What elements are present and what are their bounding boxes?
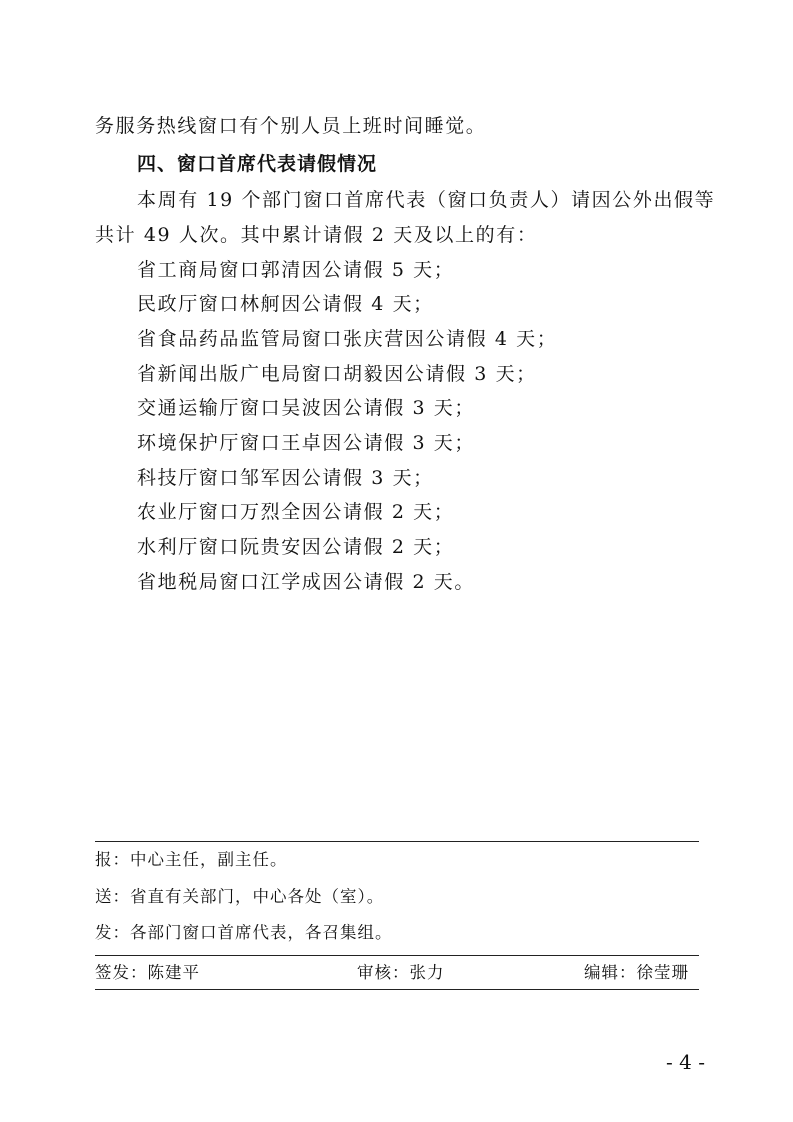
leave-list-item: 省地税局窗口江学成因公请假 2 天。	[137, 571, 475, 593]
leave-list-item: 科技厅窗口邹军因公请假 3 天；	[137, 467, 434, 489]
distribution-send-to: 送：省直有关部门，中心各处（室）。	[95, 887, 385, 906]
intro-paragraph-line-2: 共计 49 人次。其中累计请假 2 天及以上的有：	[95, 224, 538, 246]
signoff-top-rule	[95, 955, 699, 956]
leave-list-item: 农业厅窗口万烈全因公请假 2 天；	[137, 501, 455, 523]
leave-list-item: 民政厅窗口林舸因公请假 4 天；	[137, 293, 434, 315]
distribution-report-to: 报：中心主任，副主任。	[95, 850, 288, 869]
intro-paragraph-line-1: 本周有 19 个部门窗口首席代表（窗口负责人）请因公外出假等	[137, 189, 716, 211]
leave-list-item: 交通运输厅窗口吴波因公请假 3 天；	[137, 397, 475, 419]
leave-list-item: 省食品药品监管局窗口张庆营因公请假 4 天；	[137, 328, 558, 350]
distribution-issue-to: 发：各部门窗口首席代表，各召集组。	[95, 923, 393, 942]
distribution-top-rule	[95, 841, 699, 842]
leave-list-item: 省新闻出版广电局窗口胡毅因公请假 3 天；	[137, 363, 537, 385]
page-number: - 4 -	[666, 1050, 705, 1074]
signoff-issuer: 签发：陈建平	[95, 963, 200, 982]
signoff-editor: 编辑：徐莹珊	[584, 963, 689, 982]
signoff-bottom-rule	[95, 989, 699, 990]
signoff-reviewer: 审核：张力	[357, 963, 445, 982]
leave-list-item: 环境保护厅窗口王卓因公请假 3 天；	[137, 432, 475, 454]
leave-list-item: 省工商局窗口郭清因公请假 5 天；	[137, 259, 455, 281]
section-heading: 四、窗口首席代表请假情况	[137, 153, 378, 175]
body-continuation-text: 务服务热线窗口有个别人员上班时间睡觉。	[95, 115, 487, 137]
leave-list-item: 水利厅窗口阮贵安因公请假 2 天；	[137, 536, 455, 558]
